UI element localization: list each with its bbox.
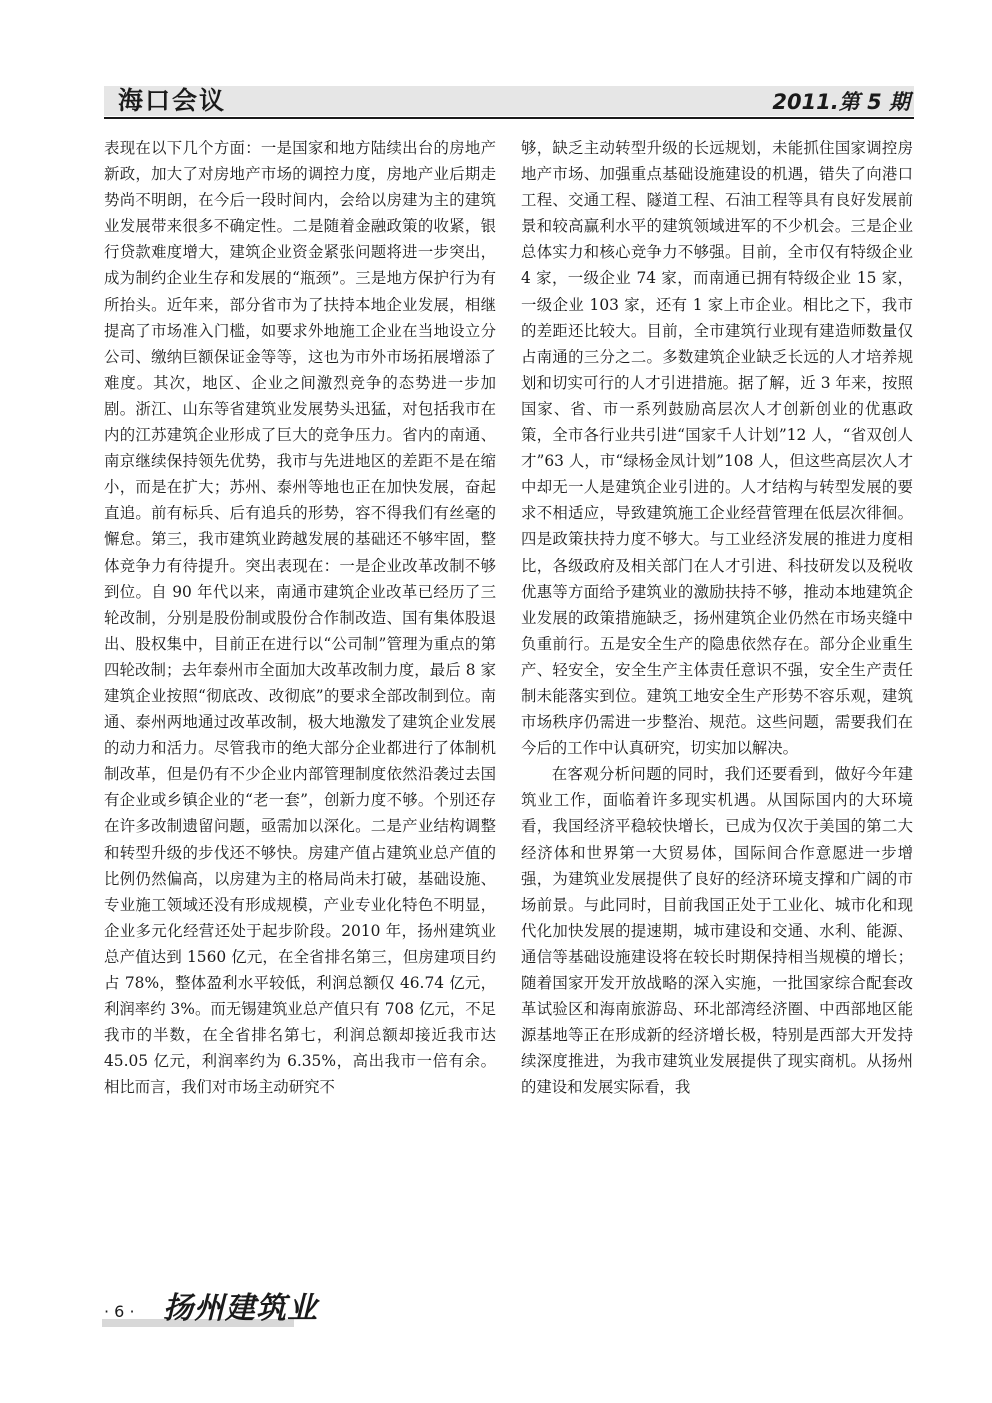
publication-title: 扬州建筑业 — [163, 1291, 318, 1326]
right-paragraph-1: 够，缺乏主动转型升级的长远规划，未能抓住国家调控房地产市场、加强重点基础设施建设的机遇，错失了向港口工程、交通工程、隧道工程、石油工程等具有良好发展前景和较高赢利水平的建筑领域进军的不少机会。三是企业总体实力和核心竞争力不够强。目前，全市仅有特级企业 4 家，一级企业 74 家，而南通已拥有特级企业 15 家，一级企业 103 家，还有 1 家上市企业。相比之下，我市的差距还比较大。目前，全市建筑行业现有建造师数量仅占南通的三分之二。多数建筑企业缺乏长远的人才培养规划和切实可行的人才引进措施。据了解，近 3 年来，按照国家、省、市一系列鼓励高层次人才创新创业的优惠政策，全市各行业共引进“国家千人计划”12 人，“省双创人才”63 人，市“绿杨金凤计划”108 人，但这些高层次人才中却无一人是建筑企业引进的。人才结构与转型发展的要求不相适应，导致建筑施工企业经营管理在低层次徘徊。四是政策扶持力度不够大。与工业经济发展的推进力度相比，各级政府及相关部门在人才引进、科技研发以及税收优惠等方面给予建筑业的激励扶持不够，推动本地建筑企业发展的政策措施缺乏，扬州建筑企业仍然在市场夹缝中负重前行。五是安全生产的隐患依然存在。部分企业重生产、轻安全，安全生产主体责任意识不强，安全生产责任制未能落实到位。建筑工地安全生产形势不容乐观，建筑市场秩序仍需进一步整治、规范。这些问题，需要我们在今后的工作中认真研究，切实加以解决。 — [521, 139, 913, 758]
page-number: · 6 · — [104, 1302, 135, 1321]
issue-label: 2011.第 5 期 — [772, 90, 910, 114]
right-column — [521, 135, 913, 1275]
right-paragraph-2: 在客观分析问题的同时，我们还要看到，做好今年建筑业工作，面临着许多现实机遇。从国际国内的大环境看，我国经济平稳较快增长，已成为仅次于美国的第二大经济体和世界第一大贸易体，国际间合作意愿进一步增强，为建筑业发展提供了良好的经济环境支撑和广阔的市场前景。与此同时，目前我国正处于工业化、城市化和现代化加快发展的提速期，城市建设和交通、水利、能源、通信等基础设施建设将在较长时期保持相当规模的增长；随着国家开发开放战略的深入实施，一批国家综合配套改革试验区和海南旅游岛、环北部湾经济圈、中西部地区能源基地等正在形成新的经济增长极，特别是西部大开发持续深度推进，为我市建筑业发展提供了现实商机。从扬州的建设和发展实际看，我 — [521, 765, 913, 1097]
left-paragraph-1: 表现在以下几个方面：一是国家和地方陆续出台的房地产新政，加大了对房地产市场的调控力度，房地产业后期走势尚不明朗，在今后一段时间内，会给以房建为主的建筑业发展带来很多不确定性。二是随着金融政策的收紧，银行贷款难度增大，建筑企业资金紧张问题将进一步突出，成为制约企业生存和发展的“瓶颈”。三是地方保护行为有所抬头。近年来，部分省市为了扶持本地企业发展，相继提高了市场准入门槛，如要求外地施工企业在当地设立分公司、缴纳巨额保证金等等，这也为市外市场拓展增添了难度。其次，地区、企业之间激烈竞争的态势进一步加剧。浙江、山东等省建筑业发展势头迅猛，对包括我市在内的江苏建筑企业形成了巨大的竞争压力。省内的南通、南京继续保持领先优势，我市与先进地区的差距不是在缩小，而是在扩大；苏州、泰州等地也正在加快发展，奋起直追。前有标兵、后有追兵的形势，容不得我们有丝毫的懈怠。第三，我市建筑业跨越发展的基础还不够牢固，整体竞争力有待提升。突出表现在：一是企业改革改制不够到位。自 90 年代以来，南通市建筑企业改革已经历了三轮改制，分别是股份制或股份合作制改造、国有集体股退出、股权集中，目前正在进行以“公司制”管理为重点的第四轮改制；去年泰州市全面加大改革改制力度，最后 8 家建筑企业按照“彻底改、改彻底”的要求全部改制到位。南通、泰州两地通过改革改制，极大地激发了建筑企业发展的动力和活力。尽管我市的绝大部分企业都进行了体制机制改革，但是仍有不少企业内部管理制度依然沿袭过去国有企业或乡镇企业的“老一套”，创新力度不够。个别还存在许多改制遗留问题，亟需加以深化。二是产业结构调整和转型升级的步伐还不够快。房建产值占建筑业总产值的比例仍然偏高，以房建为主的格局尚未打破，基础设施、专业施工领域还没有形成规模，产业专业化特色不明显，企业多元化经营还处于起步阶段。2010 年，扬州建筑业总产值达到 1560 亿元，在全省排名第三，但房建项目约占 78%，整体盈利水平较低，利润总额仅 46.74 亿元，利润率约 3%。而无锡建筑业总产值只有 708 亿元，不足我市的半数，在全省排名第七，利润总额却接近我市达 45.05 亿元，利润率约为 6.35%，高出我市一倍有余。相比而言，我们对市场主动研究不 — [104, 139, 496, 1097]
journal-title: 海口会议 — [118, 86, 227, 115]
header-rule — [104, 117, 914, 119]
left-column — [104, 135, 496, 1275]
